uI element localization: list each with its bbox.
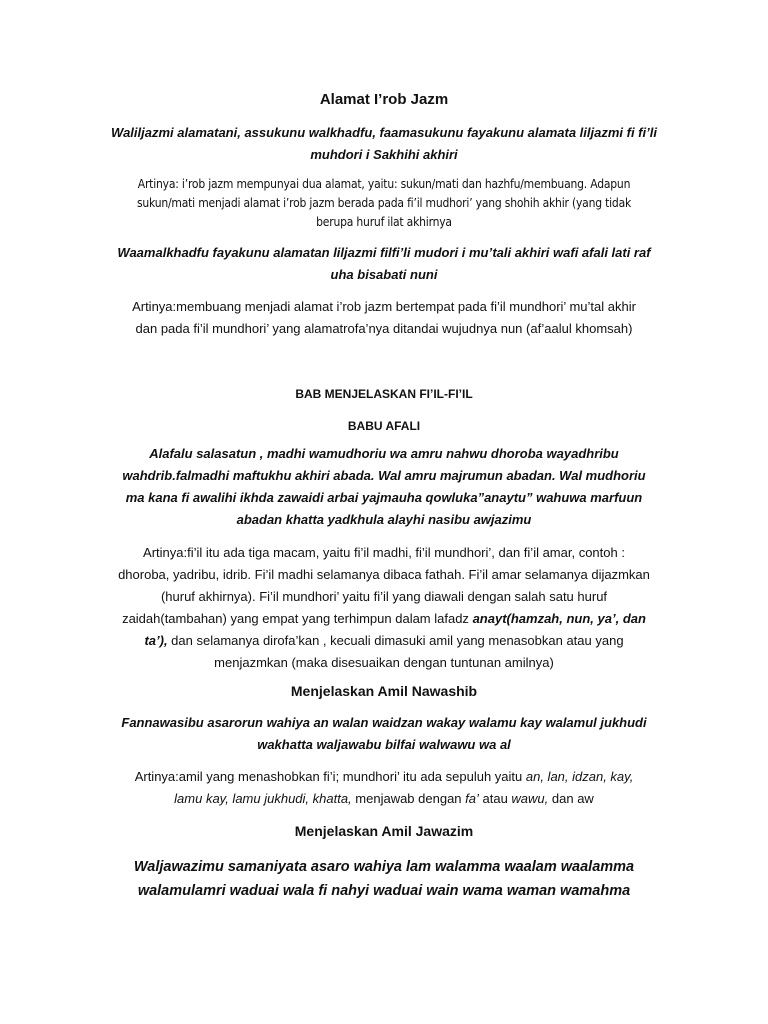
text-line: menjazmkan (maka disesuaikan dengan tuntunan amilnya) (214, 655, 554, 670)
text-line: wakhatta waljawabu bilfai walwawu wa al (257, 737, 511, 752)
heading-bab-fiil: BAB MENJELASKAN FI’IL-FI’IL (295, 387, 473, 401)
paragraph-jazm-artinya (88, 175, 680, 232)
text-line: Waamalkhadfu fayakunu alamatan liljazmi filfi’li mudori i mu’tali akhiri wafi afali lati raf (117, 245, 651, 260)
text-line: Alafalu salasatun , madhi wamudhoriu wa amru nahwu dhoroba wayadhribu (149, 446, 619, 461)
text-span: menjawab dengan (351, 791, 466, 806)
italic-span: fa’ (465, 791, 479, 806)
text-line: uha bisabati nuni (330, 267, 438, 282)
text-line: muhdori i Sakhihi akhiri (310, 147, 458, 162)
text-line: walamulamri waduai wala fi nahyi waduai wain wama waman wamahma (137, 883, 631, 899)
text-line: ma kana fi awalihi ikhda zawaidi arbai yajmauha qowluka”anaytu” wahuwa marfuun (125, 490, 643, 505)
text-line: abadan khatta yadkhula alayhi nasibu awjazimu (236, 512, 532, 527)
paragraph-nawashib-artinya (88, 766, 680, 810)
emphasis-span: ta’), (144, 633, 168, 648)
text-line: berupa huruf ilat akhirnya (316, 215, 452, 229)
heading-alamat-irob-jazm: Alamat I’rob Jazm (319, 91, 449, 108)
text-line: Artinya:fi’il itu ada tiga macam, yaitu fi’il madhi, fi’il mundhori’, dan fi’il amar, contoh : (143, 545, 625, 560)
italic-span: wawu, (511, 791, 549, 806)
text-line (88, 788, 680, 810)
text-span: Artinya:amil yang menashobkan fi’i; mundhori’ itu ada sepuluh yaitu (134, 769, 526, 784)
emphasis-span: anayt(hamzah, nun, ya’, dan (472, 611, 646, 626)
paragraph-nawashib-arab (88, 712, 680, 756)
italic-span: an, lan, idzan, kay, (525, 769, 634, 784)
text-line: dhoroba, yadribu, idrib. Fi’il madhi selamanya dibaca fathah. Fi’il amar selamanya dijazmkan (118, 567, 650, 582)
heading-amil-jawazim: Menjelaskan Amil Jawazim (294, 823, 474, 839)
text-line (88, 630, 680, 652)
heading-amil-nawashib: Menjelaskan Amil Nawashib (290, 683, 478, 699)
text-line: Waljawazimu samaniyata asaro wahiya lam walamma waalam waalamma (133, 859, 635, 875)
text-line: sukun/mati menjadi alamat i’rob jazm berada pada fi’il mudhori’ yang shohih akhir (yang tidak (136, 196, 632, 210)
paragraph-khadfu-artinya (88, 296, 680, 340)
paragraph-jawazim-arab (88, 855, 680, 903)
text-line: Artinya: i’rob jazm mempunyai dua alamat, yaitu: sukun/mati dan hazhfu/membuang. Adapun (137, 177, 631, 191)
text-line (88, 766, 680, 788)
text-span: dan aw (548, 791, 594, 806)
text-line: Artinya:membuang menjadi alamat i’rob jazm bertempat pada fi’il mundhori’ mu’tal akhir (132, 299, 636, 314)
text-line: Waliljazmi alamatani, assukunu walkhadfu, faamasukunu fayakunu alamata liljazmi fi fi’li (111, 125, 657, 140)
text-span: atau (478, 791, 512, 806)
text-line: dan pada fi’il mundhori’ yang alamatrofa’nya ditandai wujudnya nun (af’aalul khomsah) (135, 321, 633, 336)
paragraph-khadfu-arab (88, 242, 680, 286)
text-line: Fannawasibu asarorun wahiya an walan waidzan wakay walamu kay walamul jukhudi (121, 715, 647, 730)
italic-span: lamu kay, lamu jukhudi, khatta, (174, 791, 352, 806)
text-span: dan selamanya dirofa’kan , kecuali dimasuki amil yang menasobkan atau yang (167, 633, 624, 648)
text-line: (huruf akhirnya). Fi’il mundhori’ yaitu fi’il yang diawali dengan salah satu huruf (160, 589, 608, 604)
text-span: zaidah(tambahan) yang empat yang terhimpun dalam lafadz (122, 611, 473, 626)
paragraph-jazm-arab (88, 122, 680, 166)
text-line (88, 608, 680, 630)
paragraph-afali-arab (88, 443, 680, 531)
paragraph-afali-artinya (88, 542, 680, 674)
text-line: wahdrib.falmadhi maftukhu akhiri abada. Wal amru majrumun abadan. Wal mudhoriu (122, 468, 646, 483)
heading-babu-afali: BABU AFALI (347, 419, 421, 433)
